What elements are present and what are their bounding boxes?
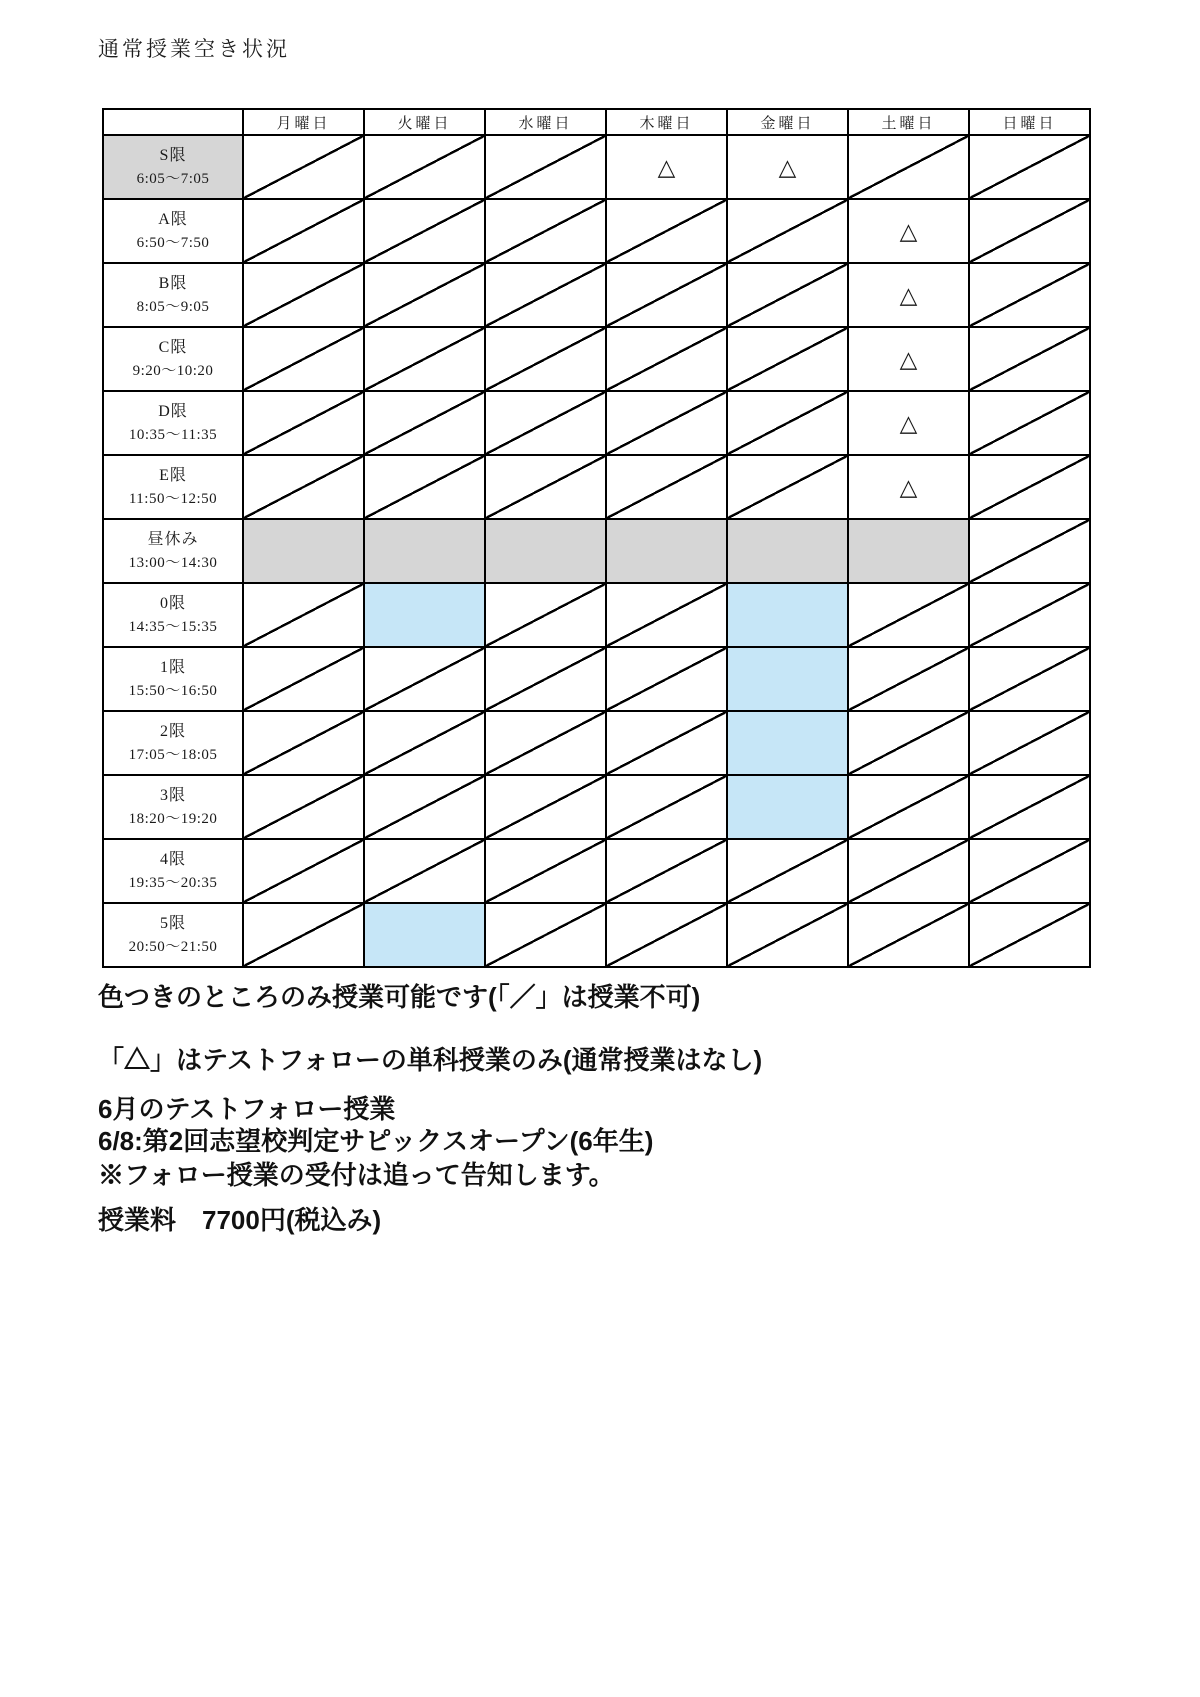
note-fee: 授業料 7700円(税込み): [98, 1205, 382, 1235]
schedule-cell-slash: [969, 711, 1090, 775]
schedule-cell-slash: [969, 455, 1090, 519]
schedule-cell-slash: [243, 327, 364, 391]
schedule-cell-triangle: △: [727, 135, 848, 199]
schedule-cell-slash: [485, 839, 606, 903]
table-header: [103, 109, 1090, 135]
schedule-cell-triangle: △: [848, 391, 969, 455]
schedule-cell-slash: [364, 135, 485, 199]
schedule-cell-slash: [727, 263, 848, 327]
schedule-cell-slash: [848, 711, 969, 775]
schedule-cell-slash: [727, 391, 848, 455]
schedule-cell-slash: [727, 455, 848, 519]
schedule-cell-slash: [485, 455, 606, 519]
schedule-cell-slash: [485, 711, 606, 775]
period-time: 15:50～16:50: [128, 682, 218, 699]
schedule-cell-slash: [727, 199, 848, 263]
note-june-heading: 6月のテストフォロー授業: [98, 1094, 396, 1124]
day-header: 日曜日: [969, 109, 1090, 135]
schedule-row: [103, 391, 1090, 455]
schedule-cell-slash: [848, 135, 969, 199]
schedule-cell-slash: [243, 391, 364, 455]
schedule-cell-slash: [969, 327, 1090, 391]
schedule-cell-slash: [485, 583, 606, 647]
period-header: [103, 455, 243, 519]
period-label: C限: [158, 338, 188, 356]
schedule-cell-slash: [606, 391, 727, 455]
schedule-cell-triangle: △: [606, 135, 727, 199]
schedule-row: [103, 199, 1090, 263]
schedule-cell-slash: [969, 903, 1090, 967]
schedule-cell-blue: [727, 775, 848, 839]
schedule-row: [103, 263, 1090, 327]
schedule-cell-blue: [727, 647, 848, 711]
day-header: 月曜日: [243, 109, 364, 135]
schedule-cell-slash: [969, 391, 1090, 455]
period-header: [103, 263, 243, 327]
day-header: 水曜日: [485, 109, 606, 135]
schedule-cell-triangle: △: [848, 263, 969, 327]
schedule-cell-triangle: △: [848, 327, 969, 391]
schedule-cell-triangle: △: [848, 199, 969, 263]
schedule-cell-gray: [485, 519, 606, 583]
day-header: 木曜日: [606, 109, 727, 135]
corner-cell: [103, 109, 243, 135]
schedule-cell-slash: [364, 839, 485, 903]
schedule-cell-slash: [364, 263, 485, 327]
schedule-cell-slash: [364, 391, 485, 455]
period-header: [103, 775, 243, 839]
day-header: 金曜日: [727, 109, 848, 135]
schedule-row: [103, 519, 1090, 583]
schedule-cell-slash: [727, 839, 848, 903]
schedule-cell-slash: [485, 775, 606, 839]
period-time: 14:35～15:35: [128, 618, 218, 635]
period-time: 20:50～21:50: [128, 938, 218, 955]
period-time: 6:50～7:50: [136, 234, 210, 251]
schedule-cell-slash: [606, 583, 727, 647]
note-color-legend: 色つきのところのみ授業可能です(「／」は授業不可): [98, 982, 701, 1012]
period-time: 17:05～18:05: [128, 746, 218, 763]
period-header: [103, 327, 243, 391]
note-triangle-legend: 「△」はテストフォローの単科授業のみ(通常授業はなし): [98, 1045, 763, 1075]
period-label: S限: [159, 146, 187, 164]
schedule-row: [103, 839, 1090, 903]
schedule-cell-triangle: △: [848, 455, 969, 519]
schedule-cell-slash: [606, 455, 727, 519]
schedule-row: [103, 135, 1090, 199]
schedule-cell-blue: [364, 903, 485, 967]
day-header: 火曜日: [364, 109, 485, 135]
schedule-cell-slash: [243, 839, 364, 903]
schedule-cell-slash: [485, 327, 606, 391]
schedule-cell-slash: [243, 455, 364, 519]
schedule-cell-slash: [485, 199, 606, 263]
schedule-cell-slash: [606, 775, 727, 839]
period-time: 10:35～11:35: [128, 426, 218, 443]
schedule-cell-slash: [364, 199, 485, 263]
schedule-cell-slash: [243, 135, 364, 199]
schedule-cell-slash: [606, 647, 727, 711]
schedule-cell-slash: [969, 775, 1090, 839]
schedule-cell-slash: [969, 583, 1090, 647]
schedule-cell-slash: [969, 839, 1090, 903]
period-time: 8:05～9:05: [136, 298, 210, 315]
period-label: 4限: [159, 850, 186, 868]
schedule-cell-slash: [848, 583, 969, 647]
period-header: [103, 391, 243, 455]
period-label: D限: [158, 402, 188, 420]
schedule-cell-slash: [485, 135, 606, 199]
table-body: [103, 135, 1090, 967]
schedule-cell-slash: [848, 647, 969, 711]
note-june-notice: ※フォロー授業の受付は追って告知します。: [98, 1160, 615, 1190]
schedule-cell-gray: [243, 519, 364, 583]
schedule-cell-slash: [364, 775, 485, 839]
schedule-row: [103, 711, 1090, 775]
schedule-cell-slash: [364, 647, 485, 711]
schedule-cell-gray: [606, 519, 727, 583]
period-header: [103, 839, 243, 903]
period-header: [103, 711, 243, 775]
schedule-cell-slash: [727, 903, 848, 967]
schedule-cell-slash: [606, 263, 727, 327]
schedule-row: [103, 327, 1090, 391]
schedule-row: [103, 775, 1090, 839]
period-time: 11:50～12:50: [128, 490, 218, 507]
period-time: 13:00～14:30: [128, 554, 218, 571]
schedule-row: [103, 647, 1090, 711]
schedule-cell-blue: [727, 583, 848, 647]
schedule-cell-slash: [485, 391, 606, 455]
schedule-cell-slash: [727, 327, 848, 391]
period-label: A限: [158, 210, 188, 228]
schedule-cell-slash: [364, 327, 485, 391]
schedule-cell-slash: [606, 903, 727, 967]
schedule-cell-slash: [606, 199, 727, 263]
schedule-cell-blue: [727, 711, 848, 775]
schedule-cell-slash: [848, 775, 969, 839]
period-header: [103, 583, 243, 647]
schedule-cell-slash: [969, 135, 1090, 199]
schedule-cell-slash: [364, 455, 485, 519]
schedule-row: [103, 455, 1090, 519]
period-header: [103, 199, 243, 263]
period-time: 9:20～10:20: [132, 362, 214, 379]
schedule-cell-slash: [606, 711, 727, 775]
schedule-cell-slash: [485, 263, 606, 327]
schedule-cell-slash: [969, 199, 1090, 263]
schedule-row: [103, 903, 1090, 967]
schedule-cell-blue: [364, 583, 485, 647]
schedule-cell-slash: [485, 903, 606, 967]
note-june-detail: 6/8:第2回志望校判定サピックスオープン(6年生): [98, 1126, 654, 1156]
schedule-cell-slash: [606, 327, 727, 391]
period-label: 1限: [159, 658, 186, 676]
schedule-cell-slash: [485, 647, 606, 711]
schedule-cell-gray: [727, 519, 848, 583]
period-time: 6:05～7:05: [136, 170, 210, 187]
schedule-cell-gray: [364, 519, 485, 583]
day-header: 土曜日: [848, 109, 969, 135]
period-label: 0限: [159, 594, 186, 612]
period-label: B限: [158, 274, 188, 292]
period-label: 2限: [159, 722, 186, 740]
schedule-cell-slash: [243, 775, 364, 839]
schedule-cell-slash: [243, 199, 364, 263]
schedule-cell-slash: [606, 839, 727, 903]
schedule-cell-slash: [969, 519, 1090, 583]
schedule-cell-slash: [848, 903, 969, 967]
availability-table: [102, 108, 1091, 968]
period-label: E限: [159, 466, 187, 484]
schedule-cell-slash: [848, 839, 969, 903]
schedule-cell-slash: [969, 647, 1090, 711]
page-title: 通常授業空き状況: [98, 38, 290, 61]
period-time: 19:35～20:35: [128, 874, 218, 891]
schedule-cell-slash: [364, 711, 485, 775]
day-header-row: [103, 109, 1090, 135]
schedule-cell-slash: [243, 711, 364, 775]
schedule-cell-slash: [243, 903, 364, 967]
schedule-cell-slash: [243, 263, 364, 327]
period-time: 18:20～19:20: [128, 810, 218, 827]
schedule-cell-slash: [969, 263, 1090, 327]
schedule-row: [103, 583, 1090, 647]
period-header: [103, 903, 243, 967]
schedule-cell-slash: [243, 647, 364, 711]
schedule-cell-slash: [243, 583, 364, 647]
period-label: 3限: [159, 786, 186, 804]
period-label: 5限: [159, 914, 186, 932]
schedule-cell-gray: [848, 519, 969, 583]
period-header: [103, 519, 243, 583]
period-label: 昼休み: [147, 530, 199, 548]
period-header: [103, 647, 243, 711]
period-header: [103, 135, 243, 199]
